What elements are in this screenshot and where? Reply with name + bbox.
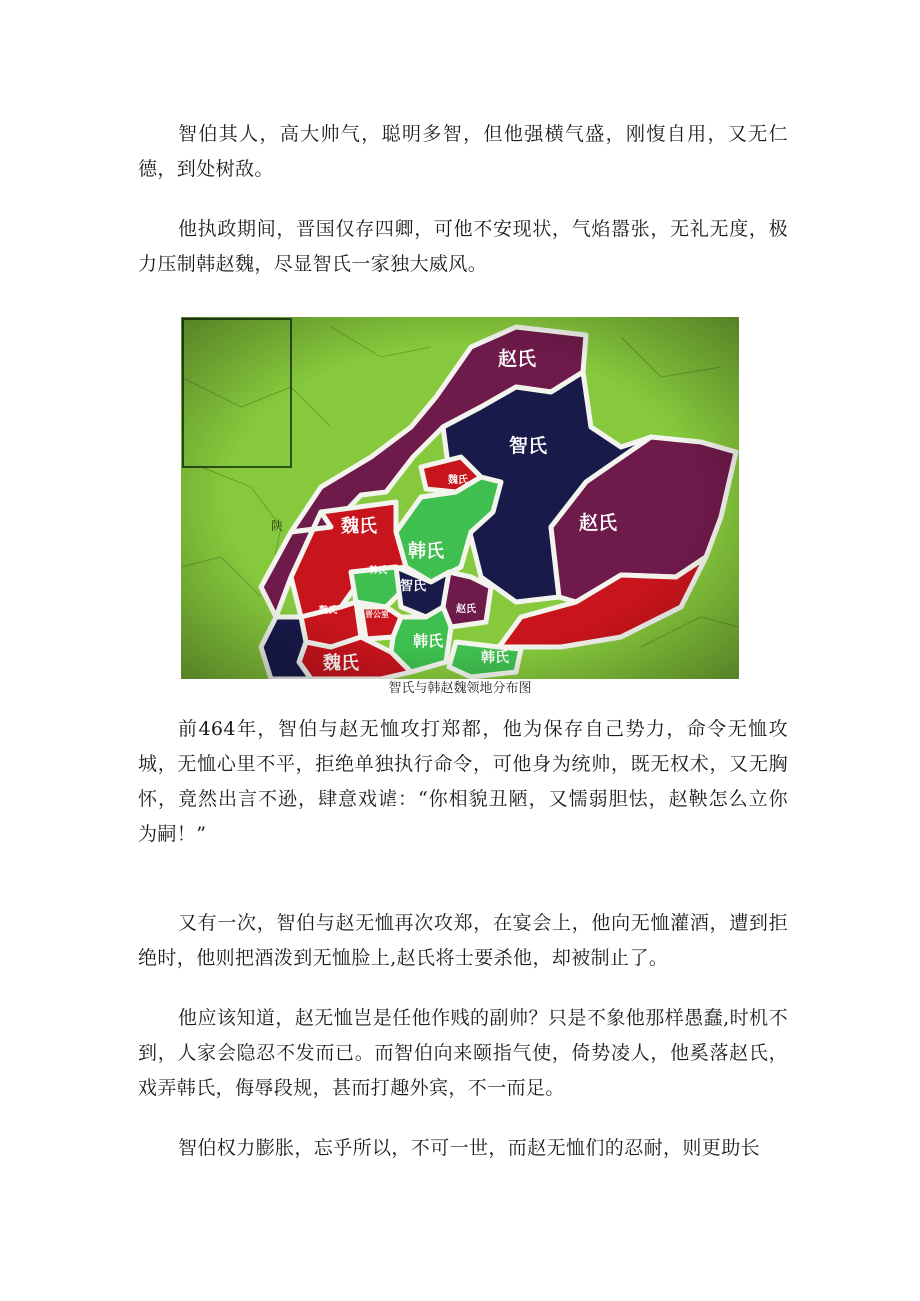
paragraph-2: 他执政期间，晋国仅存四卿，可他不安现状，气焰嚣张，无礼无度，极力压制韩赵魏，尽显智氏一家独大威风。 [138, 218, 788, 275]
paragraph-3: 前464年，智伯与赵无恤攻打郑都，他为保存自己势力，命令无恤攻城，无恤心里不平，拒绝单独执行命令，可他身为统帅，既无权术，又无胸怀，竟然出言不逊，肆意戏谑：“你相貌丑陋，又懦弱胆怯，赵鞅怎么立你为嗣！” [138, 718, 788, 845]
paragraph-4: 又有一次，智伯与赵无恤再次攻郑，在宴会上，他向无恤灌酒，遭到拒绝时，他则把酒泼到无恤脸上,赵氏将士要杀他，却被制止了。 [138, 912, 788, 969]
territory-map [181, 317, 739, 679]
paragraph-6: 智伯权力膨胀，忘乎所以，不可一世，而赵无恤们的忍耐，则更助长 [178, 1137, 761, 1159]
map-vignette [181, 317, 739, 679]
paragraph-1: 智伯其人，高大帅气，聪明多智，但他强横气盛，刚愎自用，又无仁德，到处树敌。 [138, 123, 788, 180]
paragraph-5: 他应该知道，赵无恤岂是任他作贱的副帅？只是不象他那样愚蠢,时机不到，人家会隐忍不发而已。而智伯向来颐指气使，倚势凌人，他奚落赵氏，戏弄韩氏，侮辱段规，甚而打趣外宾，不一而足。 [138, 1007, 788, 1099]
figure-caption: 智氏与韩赵魏领地分布图 [388, 681, 532, 696]
territory-map-figure [181, 317, 739, 679]
